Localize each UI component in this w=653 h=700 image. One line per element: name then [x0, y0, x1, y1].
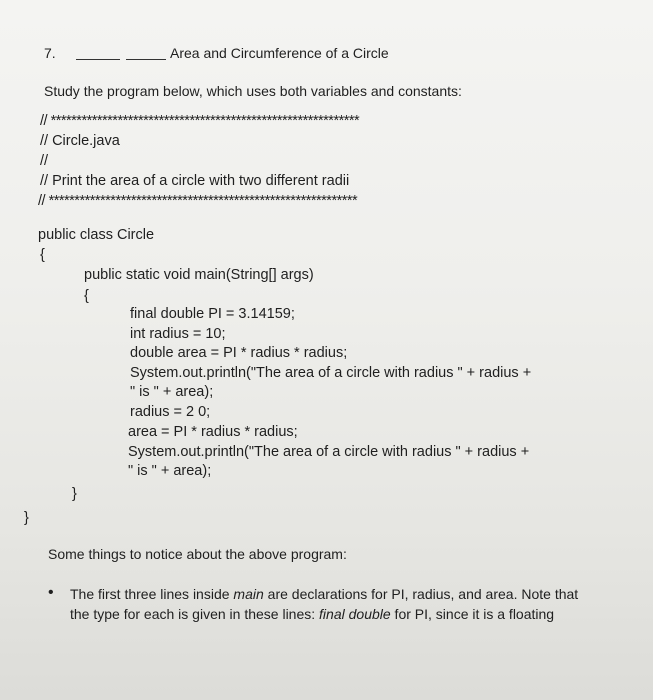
code-line: int radius = 10; — [130, 326, 226, 342]
bullet-emphasis: final double — [319, 606, 391, 622]
code-line: " is " + area); — [130, 384, 214, 400]
comment-line-2: // Circle.java — [40, 133, 120, 149]
bullet-text-line-2 — [70, 606, 554, 622]
bullet-emphasis: main — [233, 586, 264, 602]
code-line: area = PI * radius * radius; — [128, 424, 298, 440]
bullet-text-part: are declarations for PI, radius, and area. Note that — [263, 586, 579, 602]
comment-line-4: // Print the area of a circle with two different radii — [40, 173, 350, 189]
question-number: 7. — [44, 45, 56, 61]
comment-line-5: // ************************************************************ — [38, 193, 358, 209]
notice-heading: Some things to notice about the above program: — [48, 546, 347, 562]
bullet-text-part: the type for each is given in these lines: — [70, 606, 320, 622]
code-line: " is " + area); — [128, 463, 212, 479]
bullet-text-part: for PI, since it is a floating — [390, 606, 555, 622]
code-line: radius = 2 0; — [130, 404, 211, 420]
bullet-text-part: The first three lines inside — [70, 586, 234, 602]
bullet-text-line-1 — [70, 586, 578, 602]
class-close-brace: } — [24, 510, 29, 526]
code-line: System.out.println("The area of a circle with radius " + radius + — [128, 444, 530, 460]
main-close-brace: } — [72, 486, 77, 502]
intro-text: Study the program below, which uses both variables and constants: — [44, 83, 462, 99]
blank-line-1 — [76, 47, 120, 60]
code-line: final double PI = 3.14159; — [130, 306, 295, 322]
bullet-marker: • — [48, 584, 54, 601]
class-declaration: public class Circle — [38, 227, 155, 243]
main-open-brace: { — [84, 288, 89, 304]
main-declaration: public static void main(String[] args) — [84, 267, 314, 283]
comment-line-3: // — [40, 153, 49, 169]
comment-line-1: // ************************************************************ — [40, 113, 360, 129]
code-line: double area = PI * radius * radius; — [130, 345, 348, 361]
code-line: System.out.println("The area of a circle with radius " + radius + — [130, 365, 532, 381]
class-open-brace: { — [40, 247, 45, 263]
blank-line-2 — [126, 47, 166, 60]
section-title: Area and Circumference of a Circle — [170, 45, 389, 61]
